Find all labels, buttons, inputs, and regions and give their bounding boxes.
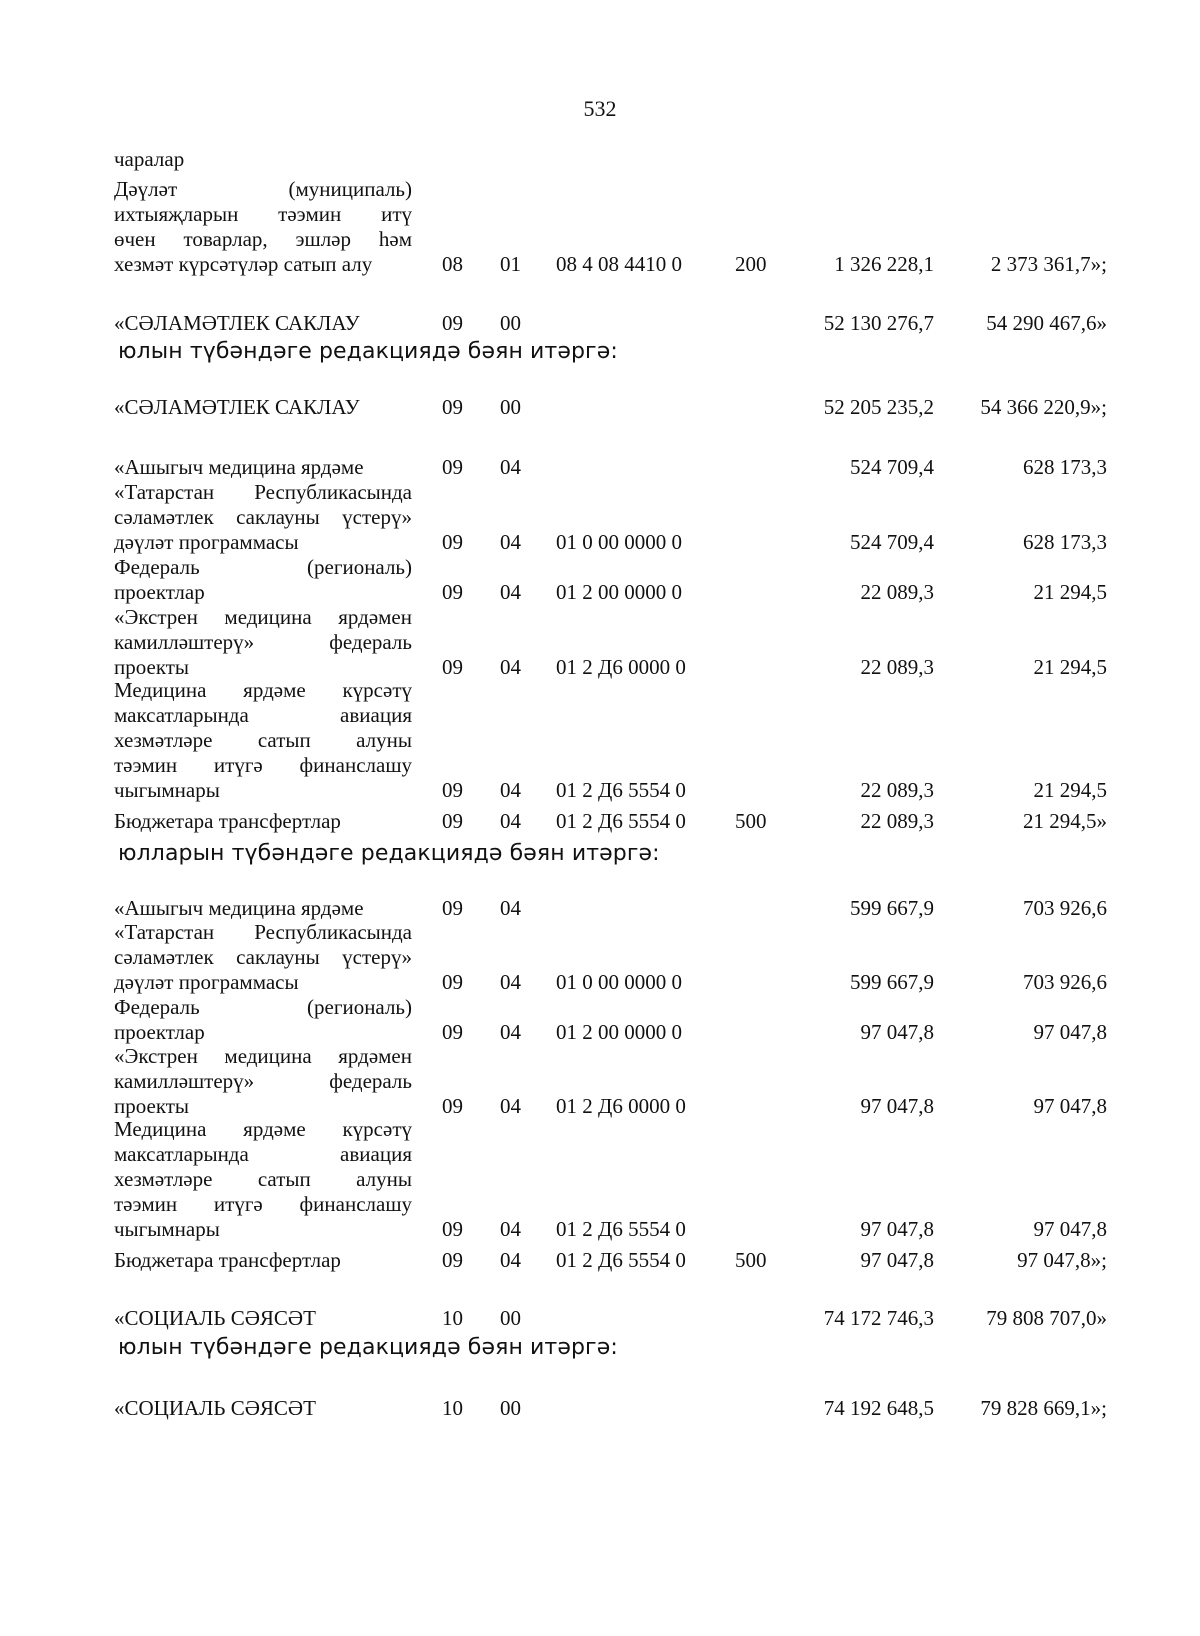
expense-type-code: 200 — [735, 252, 767, 276]
row-name-line: чыгымнары — [114, 778, 220, 802]
target-article-code: 01 2 Д6 5554 0 — [556, 1217, 686, 1241]
table-row — [0, 555, 1200, 605]
subsection-code: 00 — [500, 395, 521, 419]
target-article-code: 01 2 Д6 5554 0 — [556, 778, 686, 802]
row-name-line: «Татарстан Республикасында — [114, 920, 412, 944]
instruction-text: юлын түбәндәге редакциядә бәян итәргә: — [118, 339, 618, 364]
table-row — [0, 1117, 1200, 1242]
row-name-line: Бюджетара трансфертлар — [114, 809, 341, 833]
amount-year-2: 21 294,5 — [1033, 778, 1107, 802]
table-row — [0, 678, 1200, 803]
amount-year-2: 54 290 467,6» — [986, 311, 1107, 335]
target-article-code: 08 4 08 4410 0 — [556, 252, 682, 276]
section-code: 09 — [442, 1217, 463, 1241]
amount-year-1: 599 667,9 — [850, 970, 934, 994]
row-name — [114, 678, 412, 803]
row-name-line: тәэмин итүгә финанслашу — [114, 753, 412, 777]
table-row — [0, 1044, 1200, 1119]
subsection-code: 04 — [500, 1094, 521, 1118]
amount-year-1: 97 047,8 — [860, 1094, 934, 1118]
amount-year-2: 21 294,5 — [1033, 580, 1107, 604]
table-row — [0, 177, 1200, 277]
amount-year-1: 524 709,4 — [850, 530, 934, 554]
row-name-line: «Ашыгыч медицина ярдәме — [114, 455, 364, 479]
subsection-code: 04 — [500, 1020, 521, 1044]
row-name — [114, 920, 412, 995]
row-name-line: проекты — [114, 655, 190, 679]
amount-year-1: 599 667,9 — [850, 896, 934, 920]
table-row — [0, 147, 1200, 172]
amount-year-1: 97 047,8 — [860, 1217, 934, 1241]
target-article-code: 01 2 Д6 0000 0 — [556, 655, 686, 679]
row-name-line: максатларында авиация — [114, 1142, 412, 1166]
table-row — [0, 455, 1200, 480]
row-name — [114, 455, 412, 480]
section-code: 09 — [442, 655, 463, 679]
row-name-line: Федераль (региональ) — [114, 555, 412, 579]
section-code: 09 — [442, 311, 463, 335]
table-row — [0, 1306, 1200, 1331]
table-row — [0, 896, 1200, 921]
row-name-line: чыгымнары — [114, 1217, 220, 1241]
section-code: 09 — [442, 809, 463, 833]
row-name-line: «СОЦИАЛЬ СӘЯСӘТ — [114, 1396, 316, 1420]
page-number: 532 — [583, 96, 617, 121]
amount-year-2: 97 047,8 — [1033, 1094, 1107, 1118]
amount-year-2: 628 173,3 — [1023, 455, 1107, 479]
amount-year-2: 79 808 707,0» — [986, 1306, 1107, 1330]
row-name — [114, 995, 412, 1045]
row-name-line: максатларында авиация — [114, 703, 412, 727]
row-name-line: «СӘЛАМӘТЛЕК САКЛАУ — [114, 311, 360, 335]
subsection-code: 04 — [500, 580, 521, 604]
subsection-code: 04 — [500, 1248, 521, 1272]
expense-type-code: 500 — [735, 809, 767, 833]
target-article-code: 01 2 Д6 5554 0 — [556, 809, 686, 833]
amount-year-1: 524 709,4 — [850, 455, 934, 479]
section-code: 09 — [442, 1094, 463, 1118]
row-name-line: хезмәтләре сатып алуны — [114, 1167, 412, 1191]
row-name-line: камилләштерү» федераль — [114, 630, 412, 654]
section-code: 09 — [442, 580, 463, 604]
table-row — [0, 480, 1200, 555]
row-name-line: чаралар — [114, 147, 185, 171]
row-name — [114, 896, 412, 921]
row-name — [114, 1044, 412, 1119]
table-row — [0, 605, 1200, 680]
subsection-code: 00 — [500, 1306, 521, 1330]
table-row — [0, 995, 1200, 1045]
target-article-code: 01 2 00 0000 0 — [556, 1020, 682, 1044]
amount-year-2: 97 047,8 — [1033, 1217, 1107, 1241]
subsection-code: 04 — [500, 530, 521, 554]
amount-year-1: 1 326 228,1 — [834, 252, 934, 276]
amount-year-1: 22 089,3 — [860, 580, 934, 604]
row-name — [114, 311, 412, 336]
row-name-line: «Экстрен медицина ярдәмен — [114, 1044, 412, 1068]
amount-year-2: 628 173,3 — [1023, 530, 1107, 554]
instruction-text: юлларын түбәндәге редакциядә бәян итәргә: — [118, 841, 660, 866]
row-name-line: сәламәтлек саклауны үстерү» — [114, 505, 412, 529]
target-article-code: 01 0 00 0000 0 — [556, 530, 682, 554]
row-name-line: проектлар — [114, 580, 205, 604]
section-code: 09 — [442, 395, 463, 419]
subsection-code: 00 — [500, 311, 521, 335]
row-name-line: «Ашыгыч медицина ярдәме — [114, 896, 364, 920]
amount-year-1: 22 089,3 — [860, 655, 934, 679]
table-row — [0, 920, 1200, 995]
row-name-line: камилләштерү» федераль — [114, 1069, 412, 1093]
amount-year-2: 703 926,6 — [1023, 970, 1107, 994]
section-code: 09 — [442, 970, 463, 994]
row-name — [114, 809, 412, 834]
target-article-code: 01 2 Д6 0000 0 — [556, 1094, 686, 1118]
row-name — [114, 555, 412, 605]
section-code: 09 — [442, 530, 463, 554]
row-name-line: проекты — [114, 1094, 190, 1118]
row-name — [114, 1117, 412, 1242]
row-name — [114, 177, 412, 277]
subsection-code: 04 — [500, 809, 521, 833]
row-name-line: Федераль (региональ) — [114, 995, 412, 1019]
section-code: 08 — [442, 252, 463, 276]
amount-year-1: 97 047,8 — [860, 1020, 934, 1044]
amount-year-2: 703 926,6 — [1023, 896, 1107, 920]
row-name — [114, 395, 412, 420]
instruction-text: юлын түбәндәге редакциядә бәян итәргә: — [118, 1335, 618, 1360]
amount-year-1: 52 130 276,7 — [823, 311, 934, 335]
subsection-code: 04 — [500, 655, 521, 679]
amount-year-2: 21 294,5» — [1023, 809, 1107, 833]
row-name-line: «Татарстан Республикасында — [114, 480, 412, 504]
row-name-line: проектлар — [114, 1020, 205, 1044]
row-name-line: «СӘЛАМӘТЛЕК САКЛАУ — [114, 395, 360, 419]
row-name — [114, 147, 412, 172]
row-name — [114, 480, 412, 555]
amount-year-1: 97 047,8 — [860, 1248, 934, 1272]
table-row — [0, 395, 1200, 420]
section-code: 10 — [442, 1306, 463, 1330]
subsection-code: 01 — [500, 252, 521, 276]
target-article-code: 01 0 00 0000 0 — [556, 970, 682, 994]
amount-year-1: 22 089,3 — [860, 809, 934, 833]
amount-year-2: 97 047,8 — [1033, 1020, 1107, 1044]
row-name-line: дәүләт программасы — [114, 530, 299, 554]
row-name-line: Медицина ярдәме күрсәтү — [114, 1117, 412, 1141]
row-name-line: өчен товарлар, эшләр һәм — [114, 227, 412, 251]
amount-year-1: 52 205 235,2 — [823, 395, 934, 419]
row-name-line: сәламәтлек саклауны үстерү» — [114, 945, 412, 969]
subsection-code: 04 — [500, 970, 521, 994]
row-name — [114, 605, 412, 680]
section-code: 09 — [442, 1020, 463, 1044]
amount-year-2: 21 294,5 — [1033, 655, 1107, 679]
row-name-line: хезмәтләре сатып алуны — [114, 728, 412, 752]
amount-year-2: 54 366 220,9»; — [980, 395, 1107, 419]
row-name-line: Медицина ярдәме күрсәтү — [114, 678, 412, 702]
target-article-code: 01 2 00 0000 0 — [556, 580, 682, 604]
row-name-line: ихтыяҗларын тәэмин итү — [114, 202, 412, 226]
row-name-line: «Экстрен медицина ярдәмен — [114, 605, 412, 629]
amount-year-1: 22 089,3 — [860, 778, 934, 802]
row-name-line: Дәүләт (муниципаль) — [114, 177, 412, 201]
section-code: 09 — [442, 1248, 463, 1272]
subsection-code: 04 — [500, 455, 521, 479]
row-name-line: Бюджетара трансфертлар — [114, 1248, 341, 1272]
amount-year-1: 74 172 746,3 — [823, 1306, 934, 1330]
row-name-line: тәэмин итүгә финанслашу — [114, 1192, 412, 1216]
amount-year-2: 97 047,8»; — [1017, 1248, 1107, 1272]
row-name-line: хезмәт күрсәтүләр сатып алу — [114, 252, 373, 276]
subsection-code: 04 — [500, 1217, 521, 1241]
row-name-line: «СОЦИАЛЬ СӘЯСӘТ — [114, 1306, 316, 1330]
subsection-code: 04 — [500, 778, 521, 802]
row-name-line: дәүләт программасы — [114, 970, 299, 994]
section-code: 09 — [442, 455, 463, 479]
section-code: 09 — [442, 896, 463, 920]
row-name — [114, 1306, 412, 1331]
section-code: 10 — [442, 1396, 463, 1420]
table-row — [0, 809, 1200, 834]
row-name — [114, 1396, 412, 1421]
row-name — [114, 1248, 412, 1273]
amount-year-1: 74 192 648,5 — [823, 1396, 934, 1420]
table-row — [0, 311, 1200, 336]
table-row — [0, 1396, 1200, 1421]
target-article-code: 01 2 Д6 5554 0 — [556, 1248, 686, 1272]
amount-year-2: 79 828 669,1»; — [980, 1396, 1107, 1420]
amount-year-2: 2 373 361,7»; — [990, 252, 1107, 276]
subsection-code: 04 — [500, 896, 521, 920]
table-row — [0, 1248, 1200, 1273]
section-code: 09 — [442, 778, 463, 802]
expense-type-code: 500 — [735, 1248, 767, 1272]
subsection-code: 00 — [500, 1396, 521, 1420]
